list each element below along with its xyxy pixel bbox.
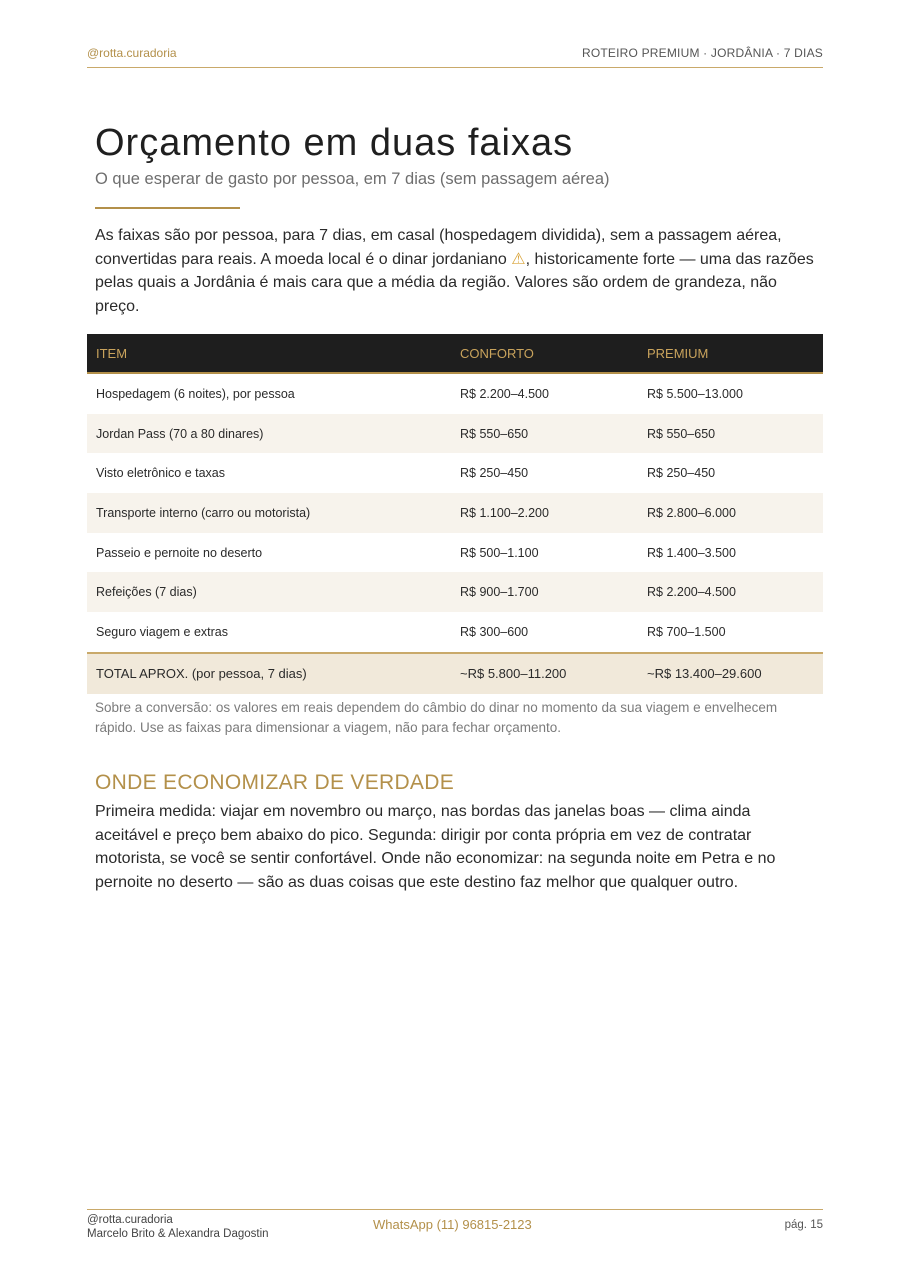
row-conforto: R$ 1.100–2.200 [451, 493, 638, 533]
section-heading: ONDE ECONOMIZAR DE VERDADE [95, 771, 455, 794]
row-item: Visto eletrônico e taxas [96, 466, 226, 481]
table-row [87, 373, 823, 414]
footer-authors: Marcelo Brito & Alexandra Dagostin [87, 1228, 269, 1240]
header-tagline: ROTEIRO PREMIUM · JORDÂNIA · 7 DIAS [581, 46, 823, 60]
intro-text-end: , historicamente forte — uma das razões pelas quais a Jordânia é mais cara que a média da região. Valores são ordem de grandeza, não preço. [95, 250, 814, 315]
row-item: Passeio e pernoite no deserto [96, 545, 263, 560]
conversion-note: Sobre a conversão: os valores em reais dependem do câmbio do dinar no momento da sua viagem e envelhecem rápido. Use as faixas para dimensionar a viagem, não para fechar orçamento. [95, 700, 778, 735]
total-premium: ~R$ 13.400–29.600 [638, 653, 823, 694]
table-row [87, 414, 823, 454]
row-item: Jordan Pass (70 a 80 dinares) [87, 414, 451, 454]
row-premium: R$ 2.800–6.000 [638, 493, 823, 533]
intro-text-start: As faixas são por pessoa, para 7 dias, em casal (hospedagem dividida), sem a passagem aérea, convertidas para reais. A moeda local é o dinar jordaniano [95, 227, 782, 268]
footer-credits [87, 1213, 269, 1241]
table-row [87, 493, 823, 533]
budget-table [87, 334, 823, 694]
table-row [87, 453, 823, 493]
page-title: Orçamento em duas faixas [95, 122, 574, 164]
row-item: Transporte interno (carro ou motorista) [87, 493, 451, 533]
row-premium: R$ 1.400–3.500 [647, 545, 736, 560]
page-footer [87, 1209, 823, 1250]
column-header-premium: PREMIUM [638, 334, 823, 373]
row-item: Seguro viagem e extras [96, 624, 229, 639]
row-premium: R$ 250–450 [647, 466, 716, 481]
table-row [87, 533, 823, 573]
page-subtitle: O que esperar de gasto por pessoa, em 7 dias (sem passagem aérea) [95, 170, 610, 188]
table-header-row [87, 334, 823, 373]
row-conforto: R$ 2.200–4.500 [460, 386, 549, 401]
page-header [87, 46, 823, 68]
intro-paragraph [95, 224, 815, 318]
table-row [87, 572, 823, 612]
column-header-conforto: CONFORTO [451, 334, 638, 373]
page-number: pág. 15 [784, 1219, 823, 1231]
footer-handle: @rotta.curadoria [87, 1214, 173, 1226]
row-premium: R$ 550–650 [638, 414, 823, 454]
total-item: TOTAL APROX. (por pessoa, 7 dias) [87, 653, 451, 694]
row-conforto: R$ 300–600 [460, 624, 529, 639]
table-total-row [87, 653, 823, 694]
row-premium: R$ 700–1.500 [647, 624, 726, 639]
row-conforto: R$ 250–450 [460, 466, 529, 481]
warning-icon: ⚠ [511, 250, 526, 268]
header-handle: @rotta.curadoria [87, 46, 177, 60]
row-item: Refeições (7 dias) [87, 572, 451, 612]
row-conforto: R$ 550–650 [451, 414, 638, 454]
row-item: Hospedagem (6 noites), por pessoa [96, 386, 295, 401]
row-conforto: R$ 500–1.100 [460, 545, 539, 560]
column-header-item: ITEM [87, 334, 451, 373]
table-row [87, 612, 823, 653]
footer-whatsapp-link[interactable]: WhatsApp (11) 96815-2123 [373, 1217, 532, 1232]
title-divider [95, 207, 240, 209]
section-paragraph: Primeira medida: viajar em novembro ou março, nas bordas das janelas boas — clima ainda aceitável e preço bem abaixo do pico. Segunda: dirigir por conta própria em vez de contratar motorista, se você se sentir confortável. Onde não economizar: na segunda noite em Petra e no pernoite no deserto — são as duas coisas que este destino faz melhor que qualquer outro. [95, 803, 776, 891]
row-premium: R$ 5.500–13.000 [647, 386, 743, 401]
total-conforto: ~R$ 5.800–11.200 [451, 653, 638, 694]
row-premium: R$ 2.200–4.500 [638, 572, 823, 612]
row-conforto: R$ 900–1.700 [451, 572, 638, 612]
